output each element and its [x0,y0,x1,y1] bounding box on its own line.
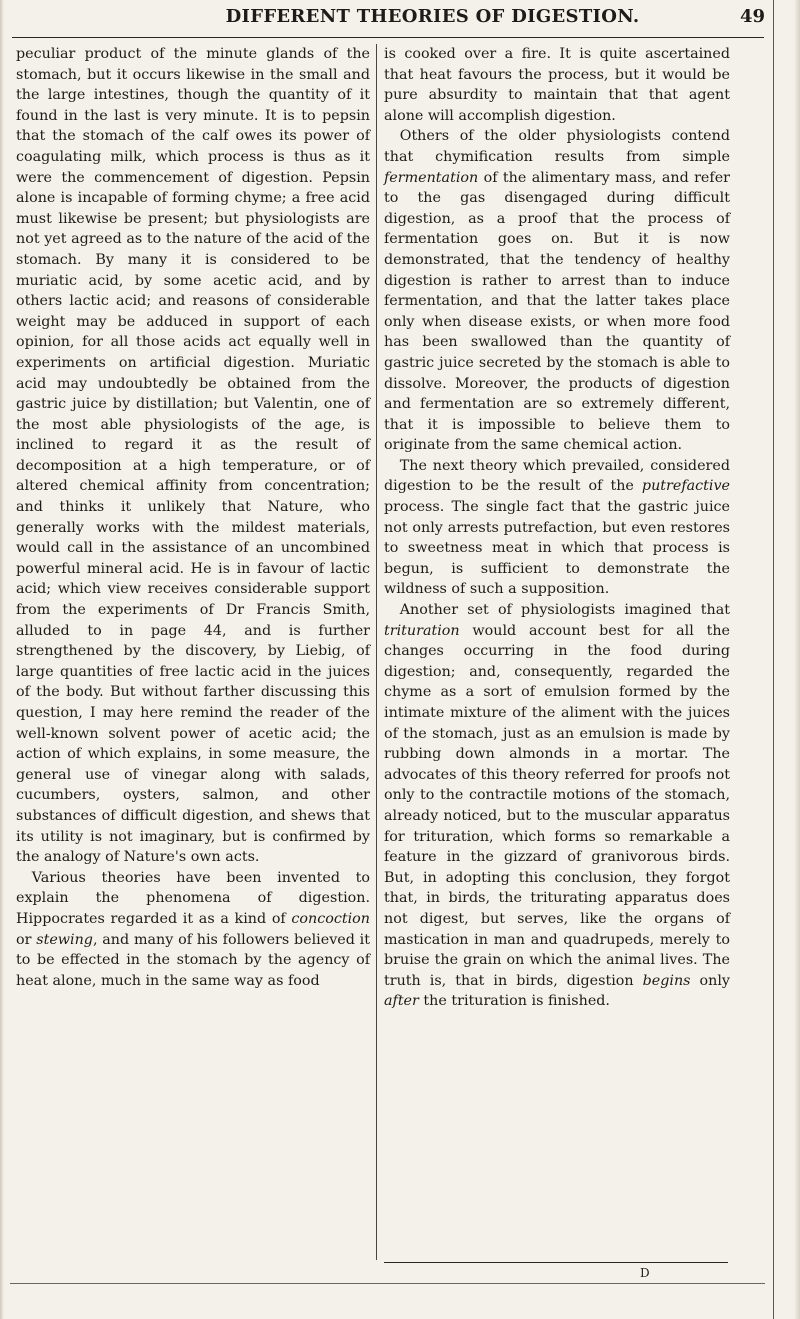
italic-run: fermentation [384,169,479,186]
text-run: Another set of physiologists imagined that [399,602,730,619]
italic-run: putrefactive [641,478,730,495]
page-edge-right [794,0,800,1319]
page-edge-left [0,0,4,1319]
right-column [384,44,730,1012]
right-paragraph-4 [384,600,730,1012]
italic-run: stewing [36,931,93,948]
text-run: , and many of his followers believed it to be effected in the stomach by the agency of heat alone, much in the same way as food [16,931,370,989]
page-number: 49 [739,6,765,27]
italic-run: begins [642,972,691,989]
text-run: or [16,931,37,948]
text-run: Others of the older physiologists contend that chymification results from simple [384,128,730,165]
text-run: of the alimentary mass, and refer to the gas disengaged during difficult digestion, as a proof that the process of fermentation goes on. But it is now demonstrated, that the tendency of healthy digestion is rather to arrest than to induce fermentation, and that the latter takes place only when disease exists, or when more food has been swallowed than the quantity of gastric juice secreted by the stomach is able to dissolve. Moreover, the products of digestion and fermentation are so extremely different, that it is impossible to believe them to originate from the same chemical action. [384,169,730,454]
running-head [100,4,765,36]
left-paragraph-1: peculiar product of the minute glands of the stomach, but it occurs likewise in the small and the large intestines, though the quantity of it found in the last is very minute. It is to pepsin that the stomach of the calf owes its power of coagulating milk, which process is thus as it were the commencement of digestion. Pepsin alone is incapable of forming chyme; a free acid must likewise be present; but physiologists are not yet agreed as to the nature of the acid of the stomach. By many it is considered to be muriatic acid, by some acetic acid, and by others lactic acid; and reasons of considerable weight may be adduced in support of each opinion, for all those acids act equally well in experiments on artificial digestion. Muriatic acid may undoubtedly be obtained from the gastric juice by distillation; but Valentin, one of the most able physiologists of the age, is inclined to regard it as the result of decomposition at a high temperature, or of altered chemical affinity from concentration; and thinks it unlikely that Nature, who generally works with the mildest materials, would call in the assistance of an uncombined powerful mineral acid. He is in favour of lactic acid; which view receives considerable support from the experiments of Dr Francis Smith, alluded to in page 44, and is further strengthened by the discovery, by Liebig, of large quantities of free lactic acid in the juices of the body. But without farther discussing this question, I may here remind the reader of the well-known solvent power of acetic acid; the action of which explains, in some measure, the general use of vinegar along with salads, cucumbers, oysters, salmon, and other substances of difficult digestion, and shews that its utility is not imaginary, but is confirmed by the analogy of Nature's own acts. [16,46,370,866]
left-paragraph-2 [16,868,370,992]
header-rule [12,37,764,38]
left-column [16,44,370,991]
right-paragraph-3 [384,456,730,600]
column-divider [376,44,377,1260]
gutter-rule [773,0,774,1319]
text-run: the trituration is finished. [418,993,610,1010]
italic-run: concoction [291,910,370,927]
italic-run: after [384,993,419,1010]
signature-mark: D [640,1266,650,1280]
text-run: would account best for all the changes occurring in the food during digestion; and, consequently, regarded the chyme as a sort of emulsion formed by the intimate mixture of the aliment with the juices of the stomach, just as an emulsion is made by rubbing down almonds in a mortar. The advocates of this theory referred for proofs not only to the contractile motions of the stomach, already noticed, but to the muscular apparatus for trituration, which forms so remarkable a feature in the gizzard of granivorous birds. But, in adopting this conclusion, they forgot that, in birds, the triturating apparatus does not digest, but serves, like the organs of mastication in man and quadrupeds, merely to bruise the grain on which the animal lives. The truth is, that in birds, digestion [384,622,730,989]
text-run: only [690,972,730,989]
footer-rule [384,1262,728,1263]
italic-run: trituration [384,622,460,639]
right-paragraph-1: is cooked over a fire. It is quite ascertained that heat favours the process, but it would be pure absurdity to maintain that that agent alone will accomplish digestion. [384,46,730,124]
page-bottom-rule [10,1283,765,1284]
text-run: Various theories have been invented to explain the phenomena of digestion. Hippocrates regarded it as a kind of [16,869,370,927]
text-run: process. The single fact that the gastric juice not only arrests putrefaction, but even restores to sweetness meat in which that process is begun, is sufficient to demonstrate the wildness of such a supposition. [384,499,730,598]
text-run: The next theory which prevailed, considered digestion to be the result of the [384,457,730,495]
right-paragraph-2 [384,126,730,456]
running-title: DIFFERENT THEORIES OF DIGESTION. [225,6,640,27]
